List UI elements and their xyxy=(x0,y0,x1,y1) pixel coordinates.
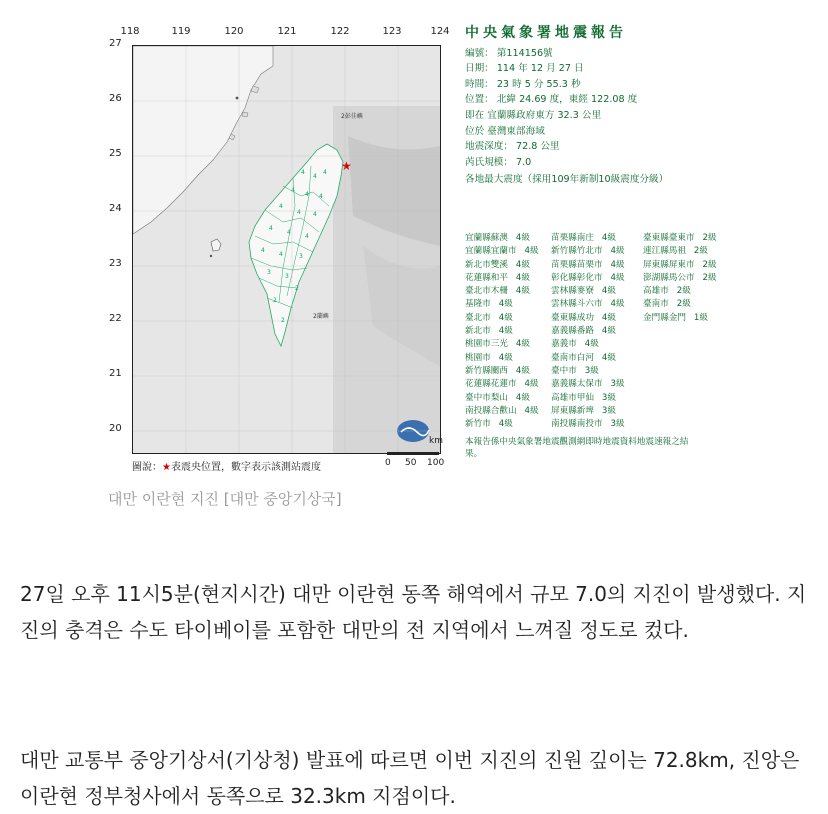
svg-text:3: 3 xyxy=(299,253,303,260)
station-name: 嘉義市 xyxy=(551,339,577,350)
intensity-level: 2級 xyxy=(702,233,717,243)
intensity-level: 3級 xyxy=(610,419,625,430)
station-name: 宜蘭縣蘇澳 xyxy=(465,233,508,243)
svg-text:4: 4 xyxy=(261,247,265,254)
station-name: 臺南市白河 xyxy=(551,352,594,363)
epicenter-star: ★ xyxy=(341,159,352,173)
intensity-level: 4級 xyxy=(515,259,530,270)
field-label: 位於 xyxy=(465,125,485,137)
field-label: 日期： xyxy=(465,63,494,75)
intensity-level: 4級 xyxy=(610,272,625,283)
svg-text:4: 4 xyxy=(301,169,305,176)
intensity-row xyxy=(465,245,539,258)
field-value: 宜蘭縣政府東方 32.3 公里 xyxy=(484,109,602,121)
intensity-column-1 xyxy=(465,232,539,431)
legend-label: 圖說： xyxy=(132,462,162,473)
field-label: 即在 xyxy=(465,109,485,121)
intensity-level: 2級 xyxy=(702,272,717,283)
svg-text:2: 2 xyxy=(273,297,277,304)
intensity-row xyxy=(465,272,539,285)
intensity-level: 4級 xyxy=(601,326,616,337)
field-label: 芮氏規模： xyxy=(465,156,513,168)
station-name: 新北市雙溪 xyxy=(465,259,508,270)
legend-text: 表震央位置，數字表示該測站震度 xyxy=(170,462,321,473)
intensity-column-2 xyxy=(551,232,625,431)
intensity-level: 2級 xyxy=(693,246,708,257)
station-name: 新竹市 xyxy=(465,419,491,430)
lat-tick: 26 xyxy=(109,93,122,104)
intensity-row xyxy=(551,285,625,298)
lat-tick: 23 xyxy=(109,258,122,269)
intensity-column-3 xyxy=(643,232,717,325)
intensity-level: 1級 xyxy=(693,312,708,323)
intensity-level: 4級 xyxy=(498,352,513,363)
station-name: 彰化縣彰化市 xyxy=(551,272,603,283)
lat-tick: 24 xyxy=(109,203,122,214)
svg-text:4: 4 xyxy=(305,233,309,240)
intensity-level: 4級 xyxy=(524,379,539,390)
lon-tick: 120 xyxy=(224,26,244,37)
svg-text:4: 4 xyxy=(319,193,323,200)
intensity-level: 4級 xyxy=(601,286,616,297)
intensity-level: 4級 xyxy=(601,312,616,323)
lat-tick: 22 xyxy=(109,313,122,324)
report-footnote: 本報告係中央氣象署地震觀測網即時地震資料地震速報之結果。 xyxy=(465,437,689,459)
intensity-level: 4級 xyxy=(515,233,530,243)
article-paragraph: 27일 오후 11시5분(현지시간) 대만 이란현 동쪽 해역에서 규모 7.0의 지진이 발생했다. 지진의 충격은 수도 타이베이를 포함한 대만의 전 지역에서 느껴질 정도로 컸다. xyxy=(20,582,807,642)
intensity-row xyxy=(465,365,539,378)
image-caption: 대만 이란현 지진 [대만 중앙기상국] xyxy=(108,490,342,508)
intensity-level: 3級 xyxy=(601,405,616,416)
field-value: 7.0 xyxy=(512,156,532,168)
intensity-level: 2級 xyxy=(702,259,717,270)
field-label: 編號： xyxy=(465,47,494,59)
station-name: 臺北市 xyxy=(465,312,491,323)
report-field xyxy=(465,61,705,77)
station-name: 基隆市 xyxy=(465,299,491,310)
svg-text:4: 4 xyxy=(297,209,301,216)
intensity-level: 4級 xyxy=(601,352,616,363)
svg-text:4: 4 xyxy=(313,173,317,180)
intensity-row xyxy=(465,232,539,245)
intensity-row xyxy=(465,325,539,338)
intensity-level: 4級 xyxy=(515,339,530,350)
intensity-level: 4級 xyxy=(498,419,513,430)
intensity-level: 4級 xyxy=(515,286,530,297)
pengjia-label: 2彭佳嶼 xyxy=(341,113,363,120)
svg-text:2: 2 xyxy=(281,317,285,324)
station-name: 嘉義縣太保市 xyxy=(551,379,603,390)
intensity-row xyxy=(643,312,717,325)
scale-unit: km xyxy=(429,436,443,446)
field-value: 114 年 12 月 27 日 xyxy=(493,63,584,75)
svg-text:4: 4 xyxy=(279,203,283,210)
intensity-row xyxy=(465,298,539,311)
station-name: 臺中市 xyxy=(551,365,577,376)
intensity-row xyxy=(643,272,717,285)
field-value: 臺灣東部海域 xyxy=(484,125,545,137)
report-image xyxy=(105,20,717,473)
station-name: 屏東縣新埤 xyxy=(551,405,594,416)
intensity-row xyxy=(551,378,625,391)
scale-bar xyxy=(385,436,445,470)
report-field xyxy=(465,92,705,108)
lanyu-label: 2蘭嶼 xyxy=(313,313,329,320)
svg-text:4: 4 xyxy=(279,251,283,258)
field-value: 北緯 24.69 度，東經 122.08 度 xyxy=(493,94,638,106)
station-name: 臺中市梨山 xyxy=(465,392,508,403)
intensity-row xyxy=(465,312,539,325)
intensity-level: 4級 xyxy=(515,392,530,403)
intensity-row xyxy=(551,312,625,325)
intensity-row xyxy=(551,325,625,338)
lat-tick: 21 xyxy=(109,368,122,379)
intensity-level: 3級 xyxy=(584,365,599,376)
field-value: 23 時 5 分 55.3 秒 xyxy=(493,78,581,90)
scale-tick: 100 xyxy=(427,458,445,468)
station-name: 花蓮縣和平 xyxy=(465,272,508,283)
intensity-row xyxy=(551,405,625,418)
scale-tick: 0 xyxy=(385,458,391,468)
intensity-level: 4級 xyxy=(524,246,539,257)
station-name: 新竹縣關西 xyxy=(465,365,508,376)
svg-text:4: 4 xyxy=(323,169,327,176)
station-name: 高雄市甲仙 xyxy=(551,392,594,403)
intensity-row xyxy=(465,418,539,431)
report-field xyxy=(465,155,705,171)
map-graphic xyxy=(133,46,440,453)
report-fields xyxy=(465,46,705,171)
intensity-level: 4級 xyxy=(584,339,599,350)
intensity-row xyxy=(551,245,625,258)
station-name: 新北市 xyxy=(465,326,491,337)
svg-text:4: 4 xyxy=(269,225,273,232)
lon-tick: 121 xyxy=(277,26,297,37)
intensity-level: 3級 xyxy=(601,392,616,403)
station-name: 南投縣合歡山 xyxy=(465,405,517,416)
svg-text:4: 4 xyxy=(287,229,291,236)
earthquake-report-figure xyxy=(105,20,717,473)
svg-text:4: 4 xyxy=(291,187,295,194)
lon-tick: 124 xyxy=(430,26,450,37)
intensity-level: 3級 xyxy=(610,379,625,390)
station-name: 金門縣金門 xyxy=(643,312,686,323)
report-field xyxy=(465,108,705,124)
intensity-row xyxy=(551,352,625,365)
intensity-row xyxy=(465,352,539,365)
lat-tick: 27 xyxy=(109,38,122,49)
station-name: 花蓮縣花蓮市 xyxy=(465,379,517,390)
lon-tick: 118 xyxy=(120,26,140,37)
article-paragraph: 대만 교통부 중앙기상서(기상청) 발표에 따르면 이번 지진의 진원 깊이는 72.8km, 진앙은 이란현 정부청사에서 동쪽으로 32.3km 지점이다. xyxy=(20,748,800,808)
intensity-row xyxy=(643,285,717,298)
epicenter-map xyxy=(132,45,441,454)
intensity-row xyxy=(643,259,717,272)
lon-tick: 122 xyxy=(330,26,350,37)
report-field xyxy=(465,77,705,93)
intensity-level: 4級 xyxy=(610,299,625,310)
intensity-level: 4級 xyxy=(498,326,513,337)
intensity-row xyxy=(465,259,539,272)
intensity-row xyxy=(643,298,717,311)
intensity-header: 各地最大震度（採用109年新制10級震度分級） xyxy=(465,174,669,186)
intensity-row xyxy=(643,232,717,245)
intensity-row xyxy=(551,338,625,351)
station-name: 新竹縣竹北市 xyxy=(551,246,603,257)
lon-tick: 119 xyxy=(171,26,191,37)
map-legend xyxy=(132,458,321,473)
intensity-level: 4級 xyxy=(515,272,530,283)
field-value: 第114156號 xyxy=(493,47,553,59)
station-name: 宜蘭縣宜蘭市 xyxy=(465,246,517,257)
lat-tick: 20 xyxy=(109,423,122,434)
station-name: 臺南市 xyxy=(643,299,669,310)
station-name: 屏東縣屏東市 xyxy=(643,259,695,270)
intensity-level: 4級 xyxy=(610,246,625,257)
station-name: 嘉義縣番路 xyxy=(551,326,594,337)
scale-tick: 50 xyxy=(405,458,417,468)
svg-text:2: 2 xyxy=(295,285,299,292)
lat-tick: 25 xyxy=(109,148,122,159)
station-name: 桃園市三光 xyxy=(465,339,508,350)
svg-text:3: 3 xyxy=(285,273,289,280)
intensity-row xyxy=(551,365,625,378)
scale-line xyxy=(387,452,439,455)
intensity-row xyxy=(551,298,625,311)
intensity-row xyxy=(465,405,539,418)
station-name: 南投縣南投市 xyxy=(551,419,603,430)
intensity-row xyxy=(551,272,625,285)
intensity-row xyxy=(465,338,539,351)
field-label: 時間： xyxy=(465,78,494,90)
intensity-level: 4級 xyxy=(601,233,616,243)
svg-text:4: 4 xyxy=(313,211,317,218)
field-label: 位置： xyxy=(465,94,494,106)
field-value: 72.8 公里 xyxy=(512,141,560,153)
intensity-row xyxy=(643,245,717,258)
station-name: 雲林縣麥寮 xyxy=(551,286,594,297)
report-title: 中央氣象署地震報告 xyxy=(465,25,627,41)
station-name: 雲林縣斗六市 xyxy=(551,299,603,310)
station-name: 高雄市 xyxy=(643,286,669,297)
svg-text:4: 4 xyxy=(305,191,309,198)
intensity-level: 4級 xyxy=(498,299,513,310)
report-field xyxy=(465,46,705,62)
intensity-row xyxy=(465,392,539,405)
intensity-row xyxy=(551,392,625,405)
intensity-row xyxy=(551,418,625,431)
intensity-row xyxy=(551,259,625,272)
station-name: 苗栗縣南庄 xyxy=(551,233,594,243)
station-name: 澎湖縣馬公市 xyxy=(643,272,695,283)
station-name: 臺北市木柵 xyxy=(465,286,508,297)
intensity-row xyxy=(465,378,539,391)
intensity-row xyxy=(551,232,625,245)
report-field xyxy=(465,139,705,155)
station-name: 臺東縣臺東市 xyxy=(643,233,695,243)
station-name: 桃園市 xyxy=(465,352,491,363)
intensity-level: 2級 xyxy=(676,286,691,297)
field-label: 地震深度： xyxy=(465,141,513,153)
intensity-level: 2級 xyxy=(676,299,691,310)
report-info xyxy=(465,26,705,188)
intensity-level: 4級 xyxy=(524,405,539,416)
intensity-level: 4級 xyxy=(498,312,513,323)
intensity-row xyxy=(465,285,539,298)
report-field xyxy=(465,124,705,140)
legend-star: ★ xyxy=(162,462,171,473)
intensity-level: 4級 xyxy=(610,259,625,270)
station-name: 連江縣馬祖 xyxy=(643,246,686,257)
svg-text:3: 3 xyxy=(267,269,271,276)
station-name: 臺東縣成功 xyxy=(551,312,594,323)
intensity-level: 4級 xyxy=(515,365,530,376)
lon-tick: 123 xyxy=(382,26,402,37)
station-name: 苗栗縣苗栗市 xyxy=(551,259,603,270)
